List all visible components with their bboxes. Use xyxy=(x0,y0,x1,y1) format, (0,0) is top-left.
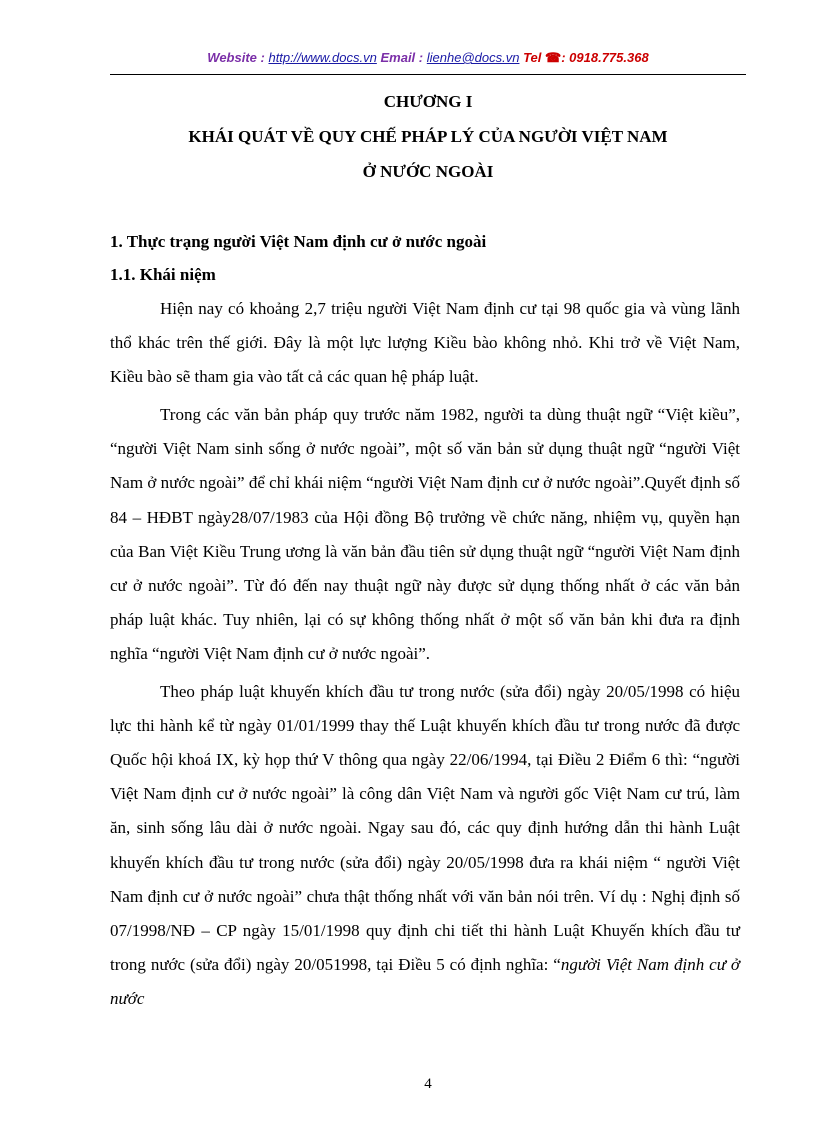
paragraph-2: Trong các văn bản pháp quy trước năm 1982, người ta dùng thuật ngữ “Việt kiều”, “người Việt Nam sinh sống ở nước ngoài”, một số văn bản sử dụng thuật ngữ “người Việt Nam ở nước ngoài” để chỉ khái niệm “người Việt Nam định cư ở nước ngoài”.Quyết định số 84 – HĐBT ngày28/07/1983 của Hội đồng Bộ trưởng về chức năng, nhiệm vụ, quyền hạn của Ban Việt Kiều Trung ương là văn bản đầu tiên sử dụng thuật ngữ “người Việt Nam định cư ở nước ngoài”. Từ đó đến nay thuật ngữ này được sử dụng thống nhất ở các văn bản pháp luật khác. Tuy nhiên, lại có sự không thống nhất ở một số văn bản khi đưa ra định nghĩa “người Việt Nam định cư ở nước ngoài”. xyxy=(110,405,740,663)
paragraph-3 xyxy=(110,675,740,1016)
website-label: Website : xyxy=(207,50,265,65)
phone-icon: ☎ xyxy=(545,50,562,65)
email-separator: : xyxy=(418,50,424,65)
body-text xyxy=(110,292,740,1016)
chapter-title: CHƯƠNG I xyxy=(383,92,473,111)
email-link[interactable]: lienhe@docs.vn xyxy=(426,50,520,65)
email-label: Email xyxy=(380,50,416,65)
website-link[interactable]: http://www.docs.vn xyxy=(268,50,377,65)
paragraph-3-text: Theo pháp luật khuyến khích đầu tư trong nước (sửa đổi) ngày 20/05/1998 có hiệu lực thi hành kể từ ngày 01/01/1999 thay thế Luật khuyến khích đầu tư trong nước đã được Quốc hội khoá IX, kỳ họp thứ V thông qua ngày 22/06/1994, tại Điều 2 Điểm 6 thì: “người Việt Nam định cư ở nước ngoài” là công dân Việt Nam và người gốc Việt Nam cư trú, làm ăn, sinh sống lâu dài ở nước ngoài. Ngay sau đó, các quy định hướng dẫn thi hành Luật khuyến khích đầu tư trong nước (sửa đổi) ngày 20/05/1998 đưa ra khái niệm “ người Việt Nam định cư ở nước ngoài” chưa thật thống nhất với văn bản nói trên. Ví dụ : Nghị định số 07/1998/NĐ – CP ngày 15/01/1998 quy định chi tiết thi hành Luật Khuyến khích đầu tư trong nước (sửa đổi) ngày 20/051998, tại Điều 5 có định nghĩa: “ xyxy=(110,682,740,974)
paragraph-3-italic: người Việt Nam định cư ở nước xyxy=(110,954,740,1008)
section-heading-1: 1. Thực trạng người Việt Nam định cư ở nước ngoài xyxy=(110,232,487,251)
paragraph-1: Hiện nay có khoảng 2,7 triệu người Việt Nam định cư tại 98 quốc gia và vùng lãnh thổ khác trên thế giới. Đây là một lực lượng Kiều bào không nhỏ. Khi trở về Việt Nam, Kiều bào sẽ tham gia vào tất cả các quan hệ pháp luật. xyxy=(110,299,740,387)
title-line-2: Ở NƯỚC NGOÀI xyxy=(362,162,494,181)
header-divider xyxy=(110,74,746,75)
title-line-1: KHÁI QUÁT VỀ QUY CHẾ PHÁP LÝ CỦA NGƯỜI VIỆT NAM xyxy=(188,127,668,146)
page-number: 4 xyxy=(424,1076,432,1092)
tel-value: : 0918.775.368 xyxy=(561,50,649,65)
tel-label: Tel xyxy=(523,50,542,65)
section-heading-1-1: 1.1. Khái niệm xyxy=(110,265,216,284)
page-header xyxy=(110,50,746,72)
